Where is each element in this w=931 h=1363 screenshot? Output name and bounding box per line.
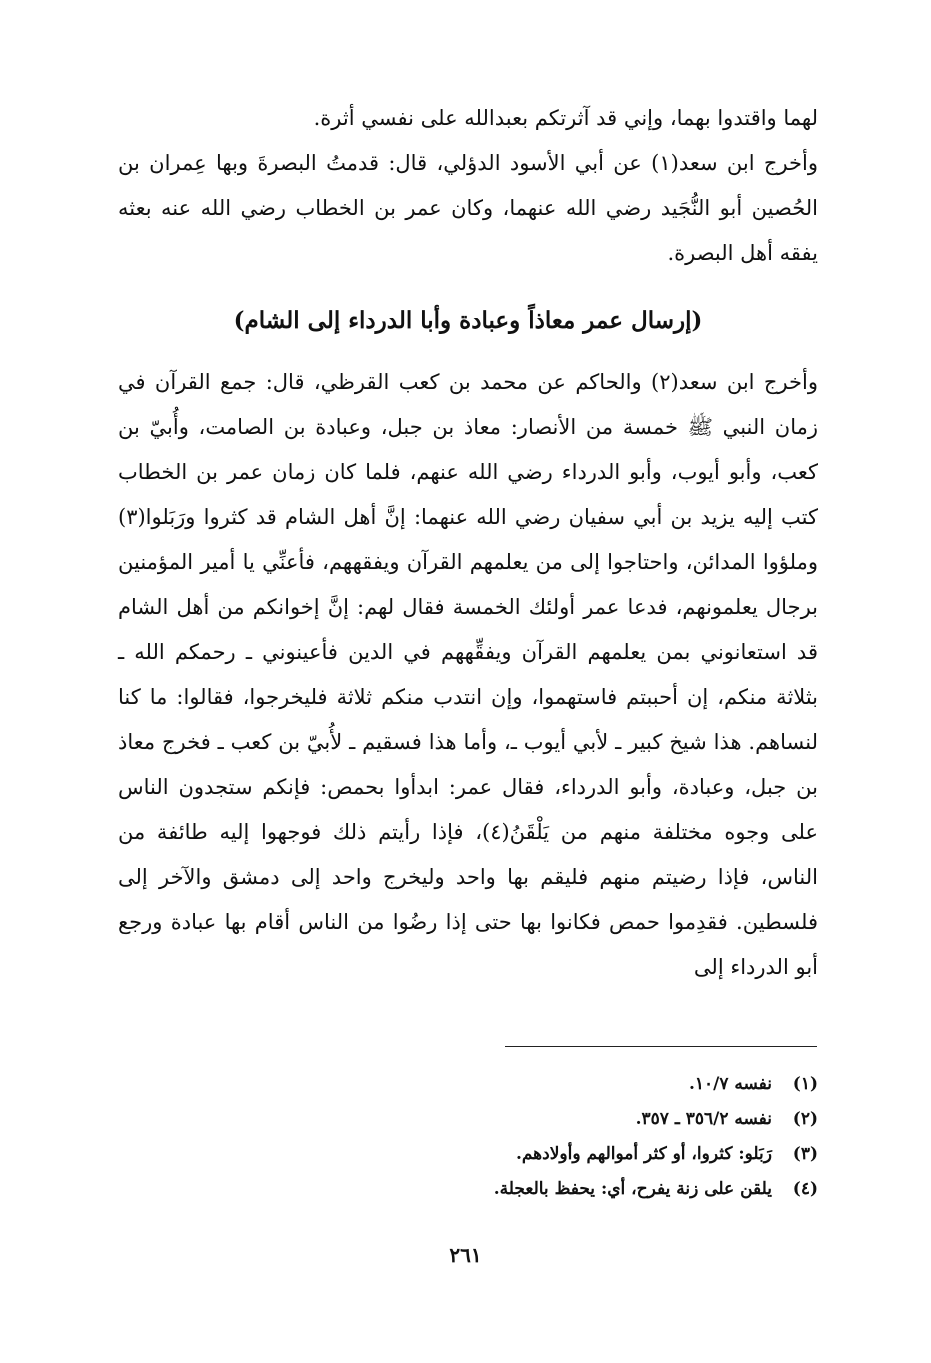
footnote-2: [118, 1103, 818, 1136]
footnote-3: [118, 1138, 818, 1171]
footnote-text: رَبَلو: كثروا، أو كثر أموالهم وأولادهم.: [515, 1144, 772, 1164]
paragraph-ibn-saad-basra: وأخرج ابن سعد(١) عن أبي الأسود الدؤلي، قال: قدمتُ البصرةَ وبها عِمران بن الحُصين أبو النُّجَيد رضي الله عنهما، وكان عمر بن الخطاب رضي الله عنه بعثه يفقه أهل البصرة.: [118, 151, 819, 265]
paragraph-opening: لهما واقتدوا بهما، وإني قد آثرتكم بعبدالله على نفسي أثرة.: [313, 106, 818, 130]
footnote-number: (١): [792, 1074, 818, 1094]
paragraph-main: وأخرج ابن سعد(٢) والحاكم عن محمد بن كعب القرظي، قال: جمع القرآن في زمان النبي ﷺ خمسة من الأنصار: معاذ بن جبل، وعبادة بن الصامت، وأُبيّ بن كعب، وأبو أيوب، وأبو الدرداء رضي الله عنهم، فلما كان زمان عمر بن الخطاب كتب إليه يزيد بن أبي سفيان رضي الله عنهما: إنَّ أهل الشام قد كثروا ورَبَلوا(٣) وملؤوا المدائن، واحتاجوا إلى من يعلمهم القرآن ويفقههم، فأعنِّي يا أمير المؤمنين برجال يعلمونهم، فدعا عمر أولئك الخمسة فقال لهم: إنَّ إخوانكم من أهل الشام قد استعانوني بمن يعلمهم القرآن ويفقِّههم في الدين فأعينوني ـ رحمكم الله ـ بثلاثة منكم، إن أحببتم فاستهموا، وإن انتدب منكم ثلاثة فليخرجوا، فقالوا: ما كنا لنساهم. هذا شيخ كبير ـ لأبي أيوب ـ، وأما هذا فسقيم ـ لأُبيّ بن كعب ـ فخرج معاذ بن جبل، وعبادة، وأبو الدرداء، فقال عمر: ابدأوا بحمص: فإنكم ستجدون الناس على وجوه مختلفة منهم من يَلْقَنُ(٤)، فإذا رأيتم ذلك فوجهوا إليه طائفة من الناس، فإذا رضيتم منهم فليقم بها واحد وليخرج واحد إلى دمشق والآخر إلى فلسطين. فقدِموا حمص فكانوا بها حتى إذا رضُوا من الناس أقام بها عبادة ورجع أبو الدرداء إلى: [118, 370, 819, 979]
page-number: ٢٦١: [449, 1243, 482, 1267]
footnote-number: (٣): [792, 1144, 818, 1164]
footnote-text: يلقن على زنة يفرح، أي: يحفظ بالعجلة.: [493, 1179, 772, 1199]
footnotes: [118, 1068, 818, 1208]
footnote-number: (٤): [792, 1179, 818, 1199]
section-heading: (إرسال عمر معاذاً وعبادة وأبا الدرداء إلى الشام): [233, 307, 703, 334]
footnote-4: [118, 1173, 818, 1206]
footnote-1: [118, 1068, 818, 1101]
footnote-separator: [505, 1046, 817, 1047]
footnote-number: (٢): [792, 1109, 818, 1129]
footnote-text: نفسه ٣٥٦/٢ ـ ٣٥٧.: [635, 1109, 772, 1129]
footnote-text: نفسه ١٠/٧.: [688, 1074, 772, 1094]
page-body: [118, 96, 818, 990]
